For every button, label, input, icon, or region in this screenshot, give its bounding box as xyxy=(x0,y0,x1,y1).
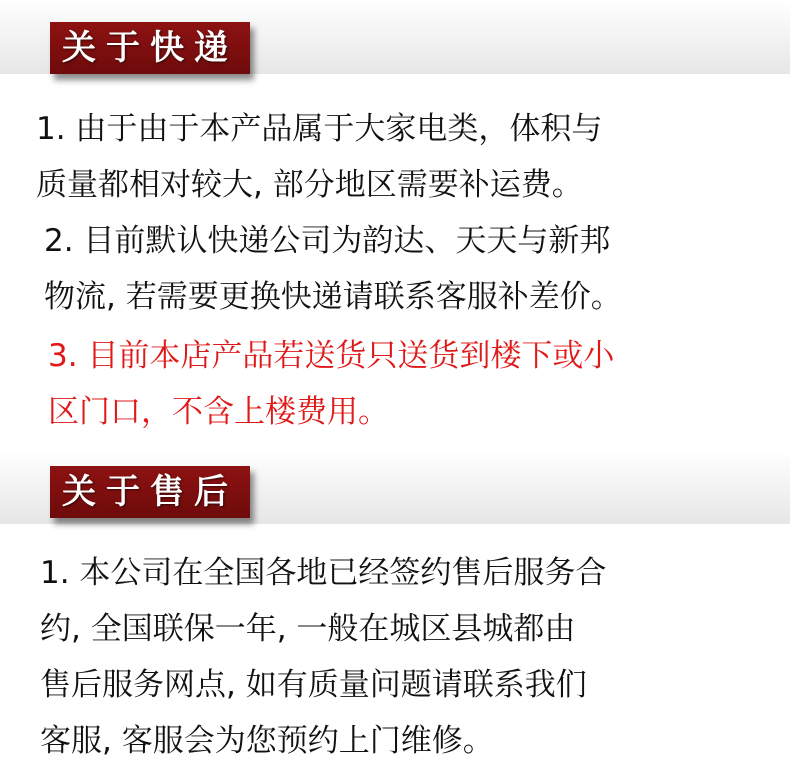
after-sales-item-1-line-4: 客服, 客服会为您预约上门维修。 xyxy=(40,723,494,759)
delivery-item-3-line-2: 区门口，不含上楼费用。 xyxy=(48,394,389,430)
delivery-item-3-notice xyxy=(48,328,614,440)
delivery-item-3-line-1: 3. 目前本店产品若送货只送货到楼下或小 xyxy=(48,338,615,374)
delivery-item-1-line-1: 1. 由于由于本产品属于大家电类，体积与 xyxy=(36,111,603,147)
after-sales-item-1-line-2: 约, 全国联保一年, 一般在城区县城都由 xyxy=(40,611,576,647)
delivery-item-2-line-1: 2. 目前默认快递公司为韵达、天天与新邦 xyxy=(44,223,611,259)
delivery-item-2 xyxy=(44,213,622,325)
delivery-item-1 xyxy=(36,101,602,213)
after-sales-item-1 xyxy=(40,545,606,769)
delivery-item-2-line-2: 物流, 若需要更换快递请联系客服补差价。 xyxy=(44,279,622,315)
section-title-delivery: 关于快递 xyxy=(50,22,250,74)
section-title-after-sales: 关于售后 xyxy=(50,466,250,518)
after-sales-item-1-line-1: 1. 本公司在全国各地已经签约售后服务合 xyxy=(40,555,607,591)
after-sales-item-1-line-3: 售后服务网点, 如有质量问题请联系我们 xyxy=(40,667,587,703)
delivery-item-1-line-2: 质量都相对较大, 部分地区需要补运费。 xyxy=(36,167,583,203)
